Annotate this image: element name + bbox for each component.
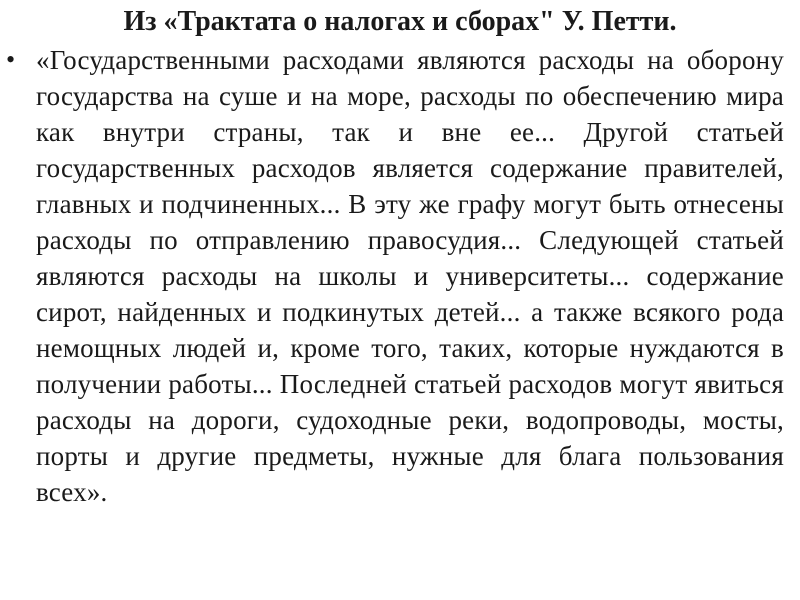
quote-text: «Государственными расходами являются расходы на оборону государства на суше и на море, расходы по обеспечению мира как внутри страны, так и вне ее... Другой статьей государственных расходов является содержание правителей, главных и подчиненных... В эту же графу могут быть отнесены расходы по отправлению правосудия... Следующей статьей являются расходы на школы и университеты... содержание сирот, найденных и подкинутых детей... а также всякого рода немощных людей и, кроме того, таких, которые нуждаются в получении работы... Последней статьей расходов могут явиться расходы на дороги, судоходные реки, водопроводы, мосты, порты и другие предметы, нужные для блага пользования всех». — [36, 45, 784, 507]
bullet-marker: • — [6, 45, 16, 74]
slide-title: Из «Трактата о налогах и сборах" У. Петти. — [123, 6, 677, 37]
